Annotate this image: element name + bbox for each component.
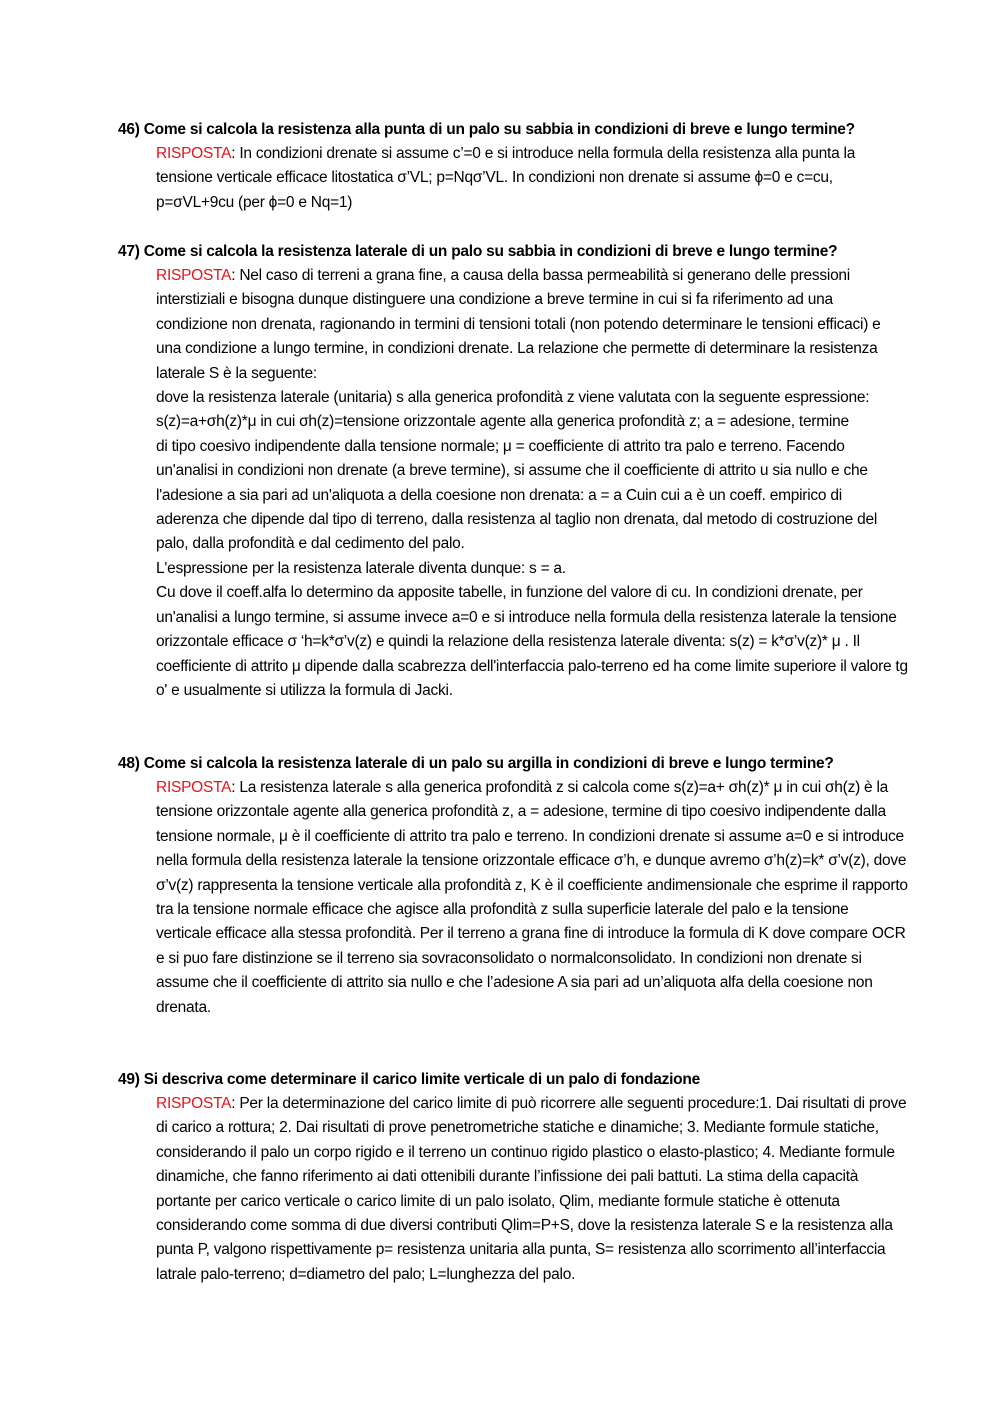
answer-body bbox=[156, 264, 908, 703]
answer-body bbox=[156, 1092, 908, 1287]
answer-text: : In condizioni drenate si assume c’=0 e si introduce nella formula della resistenza alla punta la tensione verticale efficace litostatica σ’VL; p=Nqσ’VL. In condizioni non drenate si assume ϕ=0 e c=cu, p=σVL+9cu (per ϕ=0 e Nq=1) bbox=[156, 145, 856, 211]
question-block-46 bbox=[118, 118, 918, 215]
question-title: 48) Come si calcola la resistenza laterale di un palo su argilla in condizioni di breve e lungo termine? bbox=[118, 755, 834, 772]
answer-body bbox=[156, 776, 908, 1020]
answer-label: RISPOSTA bbox=[156, 1095, 232, 1112]
answer-label: RISPOSTA bbox=[156, 145, 232, 162]
answer-body bbox=[156, 142, 908, 215]
answer-paragraph: dove la resistenza laterale (unitaria) s alla generica profondità z viene valutata con la seguente espressione: s(z)=a+σh(z)*μ in cui σh(z)=tensione orizzontale agente alla generica profondità z; a = adesione, termine bbox=[156, 389, 870, 431]
answer-paragraph bbox=[156, 264, 908, 386]
question-block-49 bbox=[118, 1068, 918, 1287]
answer-paragraph: L'espressione per la resistenza laterale diventa dunque: s = a. bbox=[156, 559, 566, 577]
question-title: 47) Come si calcola la resistenza laterale di un palo su sabbia in condizioni di breve e lungo termine? bbox=[118, 243, 838, 260]
answer-label: RISPOSTA bbox=[156, 779, 232, 796]
answer-paragraph: di tipo coesivo indipendente dalla tensione normale; μ = coefficiente di attrito tra palo e terreno. Facendo un'analisi in condizioni non drenate (a breve termine), si assume che il coefficiente di attrito u sia nullo e che l'adesione a sia pari ad un'aliquota a della coesione non drenata: a = a Cuin cui a è un coeff. empirico di aderenza che dipende dal tipo di terreno, dalla resistenza al taglio non drenata, dal metodo di costruzione del palo, dalla profondità e dal cedimento del palo. bbox=[156, 437, 878, 553]
answer-text: : Per la determinazione del carico limite di può ricorrere alle seguenti procedure:1. Dai risultati di prove di carico a rottura; 2. Dai risultati di prove penetrometriche statiche e dinamiche; 3. Mediante formule statiche, considerando il palo un corpo rigido e il terreno un continuo rigido plastico o elasto-plastico; 4. Mediante formule dinamiche, che fanno riferimento ai dati ottenibili durante l’infissione dei pali battuti. La stima della capacità portante per carico verticale o carico limite di un palo isolato, Qlim, mediante formule statiche è ottenuta considerando come somma di due diversi contributi Qlim=P+S, dove la resistenza laterale S e la resistenza alla punta P, valgono rispettivamente p= resistenza unitaria alla punta, S= resistenza allo scorrimento all’interfaccia latrale palo-terreno; d=diametro del palo; L=lunghezza del palo. bbox=[156, 1095, 907, 1283]
answer-text: : Nel caso di terreni a grana fine, a causa della bassa permeabilità si generano delle pressioni interstiziali e bisogna dunque distinguere una condizione a breve termine in cui si fa riferimento ad una condizione non drenata, ragionando in termini di tensioni totali (non potendo determinare le tensioni efficaci) e una condizione a lungo termine, in condizioni drenate. La relazione che permette di determinare la resistenza laterale S è la seguente: bbox=[156, 267, 881, 382]
question-title: 49) Si descriva come determinare il carico limite verticale di un palo di fondazione bbox=[118, 1071, 700, 1088]
question-block-47 bbox=[118, 240, 918, 703]
question-title: 46) Come si calcola la resistenza alla punta di un palo su sabbia in condizioni di breve e lungo termine? bbox=[118, 121, 855, 138]
answer-paragraph bbox=[156, 1092, 908, 1287]
answer-label: RISPOSTA bbox=[156, 267, 232, 284]
answer-paragraph bbox=[156, 776, 908, 1020]
answer-paragraph bbox=[156, 142, 908, 215]
answer-paragraph: Cu dove il coeff.alfa lo determino da apposite tabelle, in funzione del valore di cu. In condizioni drenate, per un'analisi a lungo termine, si assume invece a=0 e si introduce nella formula della resistenza laterale la tensione orizzontale efficace σ ‘h=k*σ’v(z) e quindi la relazione della resistenza laterale diventa: s(z) = k*σ’v(z)* μ . Il coefficiente di attrito μ dipende dalla scabrezza dell'interfaccia palo-terreno ed ha come limite superiore il valore tg o' e usualmente si utilizza la formula di Jacki. bbox=[156, 584, 908, 699]
answer-text: : La resistenza laterale s alla generica profondità z si calcola come s(z)=a+ σh(z)* μ in cui σh(z) è la tensione orizzontale agente alla generica profondità z, a = adesione, termine di tipo coesivo indipendente dalla tensione normale, μ è il coefficiente di attrito tra palo e terreno. In condizioni drenate si assume a=0 e si introduce nella formula della resistenza laterale la tensione orizzontale efficace σ’h, e dunque avremo σ’h(z)=k* σ’v(z), dove σ’v(z) rappresenta la tensione verticale alla profondità z, K è il coefficiente andimensionale che esprime il rapporto tra la tensione normale efficace che agisce alla profondità z sulla superficie laterale del palo e la tensione verticale efficace alla stessa profondità. Per il terreno a grana fine di introduce la formula di K dove compare OCR e si puo fare distinzione se il terreno sia sovraconsolidato o normalconsolidato. In condizioni non drenate si assume che il coefficiente di attrito sia nullo e che l’adesione A sia pari ad un’aliquota alfa della coesione non drenata. bbox=[156, 779, 908, 1016]
question-block-48 bbox=[118, 752, 918, 1020]
